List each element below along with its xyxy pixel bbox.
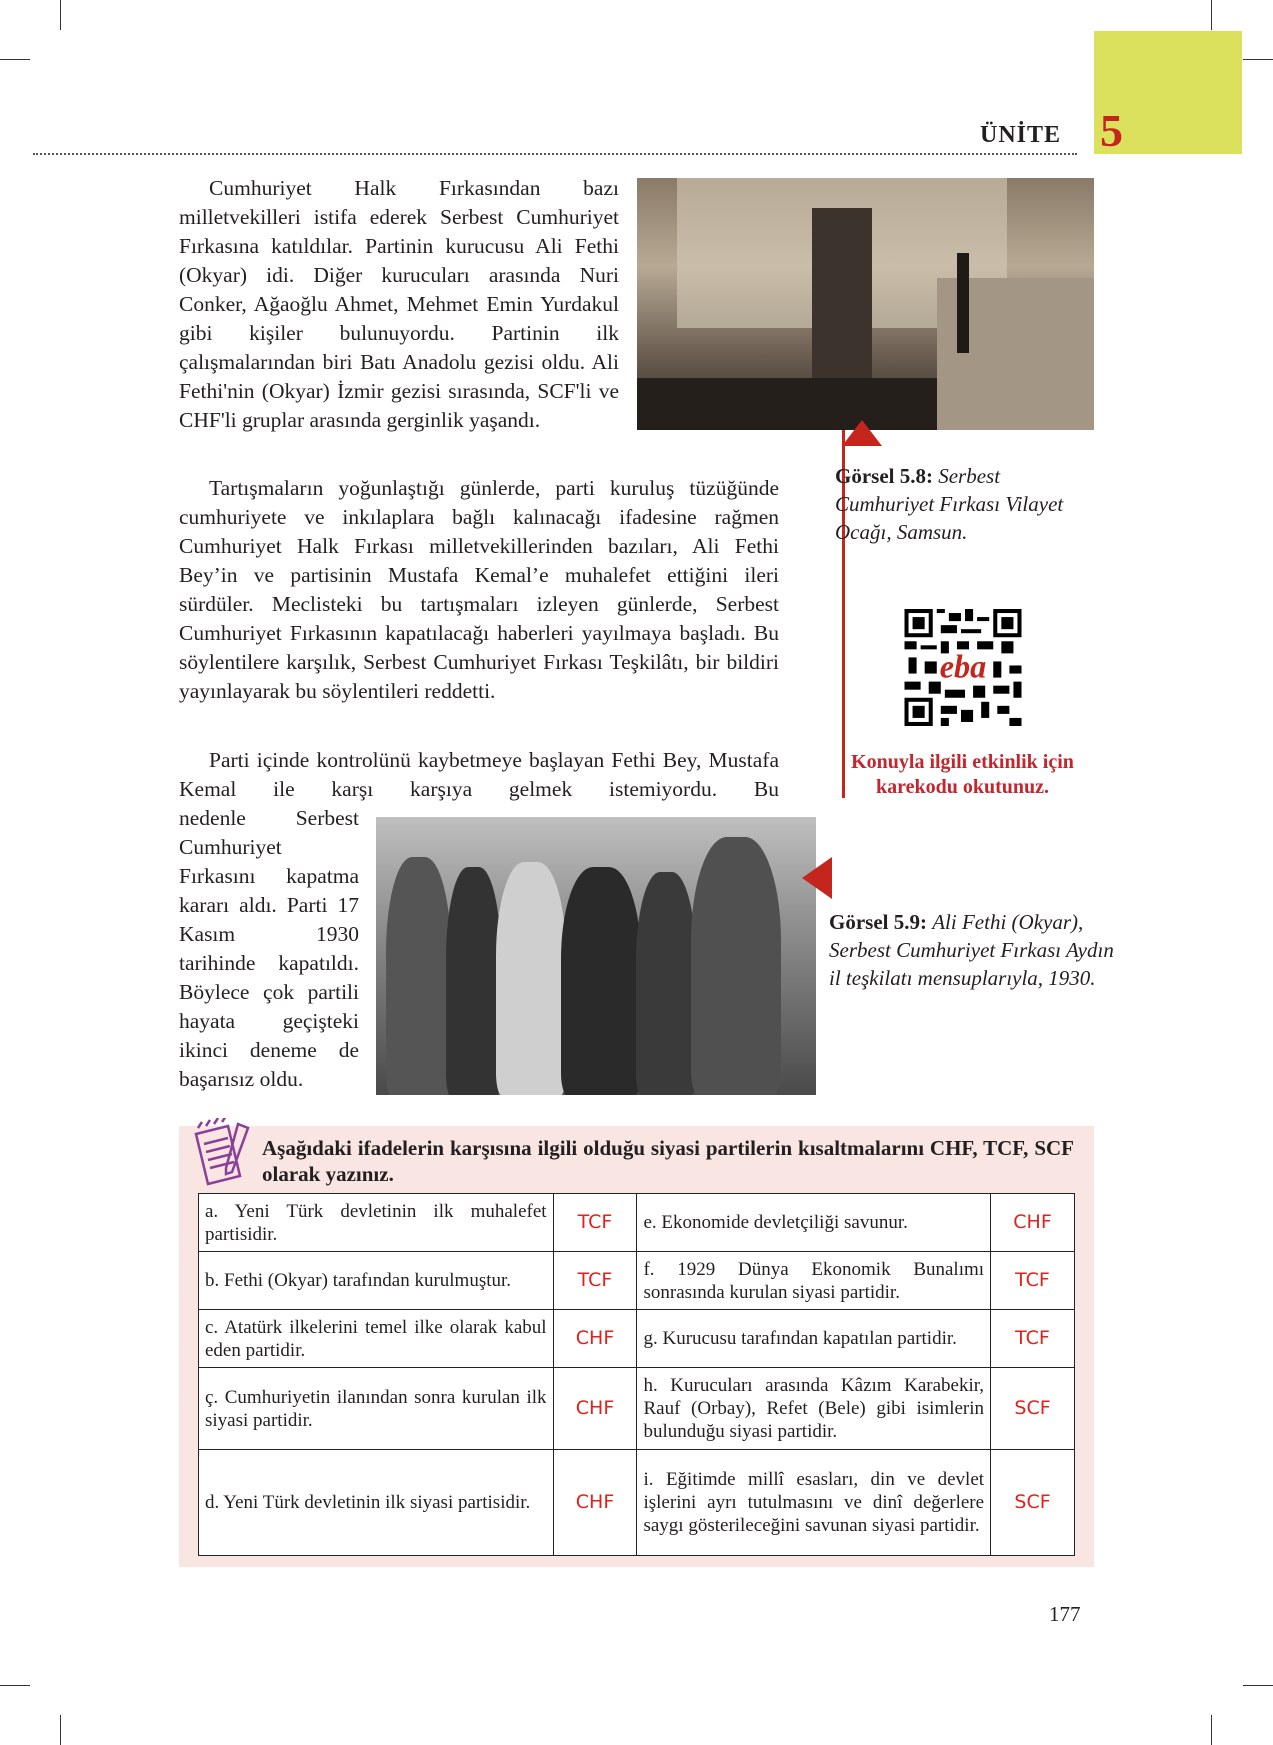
crop-mark	[1243, 59, 1273, 60]
page-number: 177	[1049, 1602, 1081, 1626]
crop-mark	[60, 0, 61, 30]
answer-cell: CHF	[553, 1310, 637, 1368]
statement-cell: f. 1929 Dünya Ekonomik Bunalımı sonrasında kurulan siyasi partidir.	[637, 1252, 991, 1310]
header-dotted-rule	[33, 153, 1077, 155]
paragraph-2	[179, 474, 779, 706]
statement-cell: g. Kurucusu tarafından kapatılan partidir.	[637, 1310, 991, 1368]
statement-cell: a. Yeni Türk devletinin ilk muhalefet partisidir.	[199, 1194, 554, 1252]
figure-caption-text: Ali Fethi (Okyar), Serbest Cumhuriyet Fırkası Aydın il teşkilatı mensuplarıyla, 1930.	[829, 910, 1114, 990]
crop-mark	[0, 1685, 30, 1686]
paragraph-3-top	[179, 746, 779, 804]
notepad-pencil-icon	[192, 1118, 250, 1186]
answer-cell: CHF	[553, 1368, 637, 1450]
statement-cell: c. Atatürk ilkelerini temel ilke olarak kabul eden partidir.	[199, 1310, 554, 1368]
crop-mark	[60, 1715, 61, 1745]
crop-mark	[1211, 1715, 1212, 1745]
figure-label: Görsel 5.9:	[829, 910, 927, 934]
statement-cell: h. Kurucuları arasında Kâzım Karabekir, Rauf (Orbay), Refet (Bele) gibi isimlerin bulunduğu siyasi partidir.	[637, 1368, 991, 1450]
activity-instruction: Aşağıdaki ifadelerin karşısına ilgili olduğu siyasi partilerin kısaltmalarını CHF, TCF, SCF olarak yazınız.	[262, 1136, 1074, 1186]
table-row	[199, 1252, 1075, 1310]
statement-cell: i. Eğitimde millî esasları, din ve devlet işlerini ayrı tutulmasını ve dinî değerlere saygı gösterileceğini savunan siyasi partidir.	[637, 1450, 991, 1556]
figure-caption-text: Serbest Cumhuriyet Fırkası Vilayet Ocağı, Samsun.	[835, 464, 1064, 544]
answer-cell: CHF	[991, 1194, 1075, 1252]
photo-ali-fethi-aydin	[376, 817, 816, 1095]
qr-instruction: Konuyla ilgili etkinlik için karekodu okutunuz.	[851, 751, 1074, 798]
crop-mark	[0, 59, 30, 60]
answer-cell: TCF	[991, 1252, 1075, 1310]
answer-table	[198, 1193, 1075, 1556]
paragraph-1-text: Cumhuriyet Halk Fırkasından bazı milletvekilleri istifa ederek Serbest Cumhuriyet Fırkasına katıldılar. Partinin kurucusu Ali Fethi (Okyar) idi. Diğer kurucuları arasında Nuri Conker, Ağaoğlu Ahmet, Mehmet Emin Yurdakul gibi kişiler bulunuyordu. Partinin ilk çalışmalarından biri Batı Anadolu gezisi oldu. Ali Fethi'nin (Okyar) İzmir gezisi sırasında, SCF'li ve CHF'li gruplar arasında gerginlik yaşandı.	[179, 176, 619, 432]
figure-pointer-up-icon	[842, 420, 882, 446]
paragraph-1	[179, 174, 619, 435]
table-row	[199, 1450, 1075, 1556]
answer-cell: SCF	[991, 1368, 1075, 1450]
answer-cell: TCF	[991, 1310, 1075, 1368]
table-row	[199, 1194, 1075, 1252]
statement-cell: b. Fethi (Okyar) tarafından kurulmuştur.	[199, 1252, 554, 1310]
answer-cell: SCF	[991, 1450, 1075, 1556]
statement-cell: d. Yeni Türk devletinin ilk siyasi partisidir.	[199, 1450, 554, 1556]
figure-pointer-left-icon	[802, 857, 832, 899]
unit-label: ÜNİTE	[980, 122, 1062, 148]
crop-mark	[1243, 1685, 1273, 1686]
figure-5-9-caption	[829, 908, 1119, 992]
table-row	[199, 1310, 1075, 1368]
figure-label: Görsel 5.8:	[835, 464, 933, 488]
crop-mark	[1211, 0, 1212, 30]
statement-cell: ç. Cumhuriyetin ilanından sonra kurulan ilk siyasi partidir.	[199, 1368, 554, 1450]
eba-qr-code[interactable]	[904, 609, 1022, 726]
eba-logo-icon: eba	[939, 648, 987, 685]
paragraph-3-wrapped: nedenle Serbest Cumhuriyet Fırkasını kapatma kararı aldı. Parti 17 Kasım 1930 tarihinde kapatıldı. Böylece çok partili hayata geçişteki ikinci deneme de başarısız oldu.	[179, 806, 359, 1091]
figure-5-8-caption	[835, 462, 1075, 546]
photo-scf-samsun-building	[637, 178, 1094, 430]
answer-cell: TCF	[553, 1252, 637, 1310]
statement-cell: e. Ekonomide devletçiliği savunur.	[637, 1194, 991, 1252]
table-row	[199, 1368, 1075, 1450]
unit-number: 5	[1100, 105, 1123, 156]
answer-cell: TCF	[553, 1194, 637, 1252]
paragraph-2-text: Tartışmaların yoğunlaştığı günlerde, parti kuruluş tüzüğünde cumhuriyete ve inkılaplara bağlı kalınacağı ifadesine rağmen Cumhuriyet Halk Fırkası milletvekillerinden bazıları, Ali Fethi Bey’in ve partisinin Mustafa Kemal’e muhalefet ettiğini ileri sürdüler. Meclisteki bu tartışmaları izleyen günlerde, Serbest Cumhuriyet Fırkasının kapatılacağı haberleri yayılmaya başladı. Bu söylentilere karşılık, Serbest Cumhuriyet Fırkası Teşkilâtı, bir bildiri yayınlayarak bu söylentileri reddetti.	[179, 476, 779, 703]
paragraph-3-top-text: Parti içinde kontrolünü kaybetmeye başlayan Fethi Bey, Mustafa Kemal ile karşı karşıya gelmek istemiyordu. Bu	[179, 748, 779, 801]
answer-cell: CHF	[553, 1450, 637, 1556]
